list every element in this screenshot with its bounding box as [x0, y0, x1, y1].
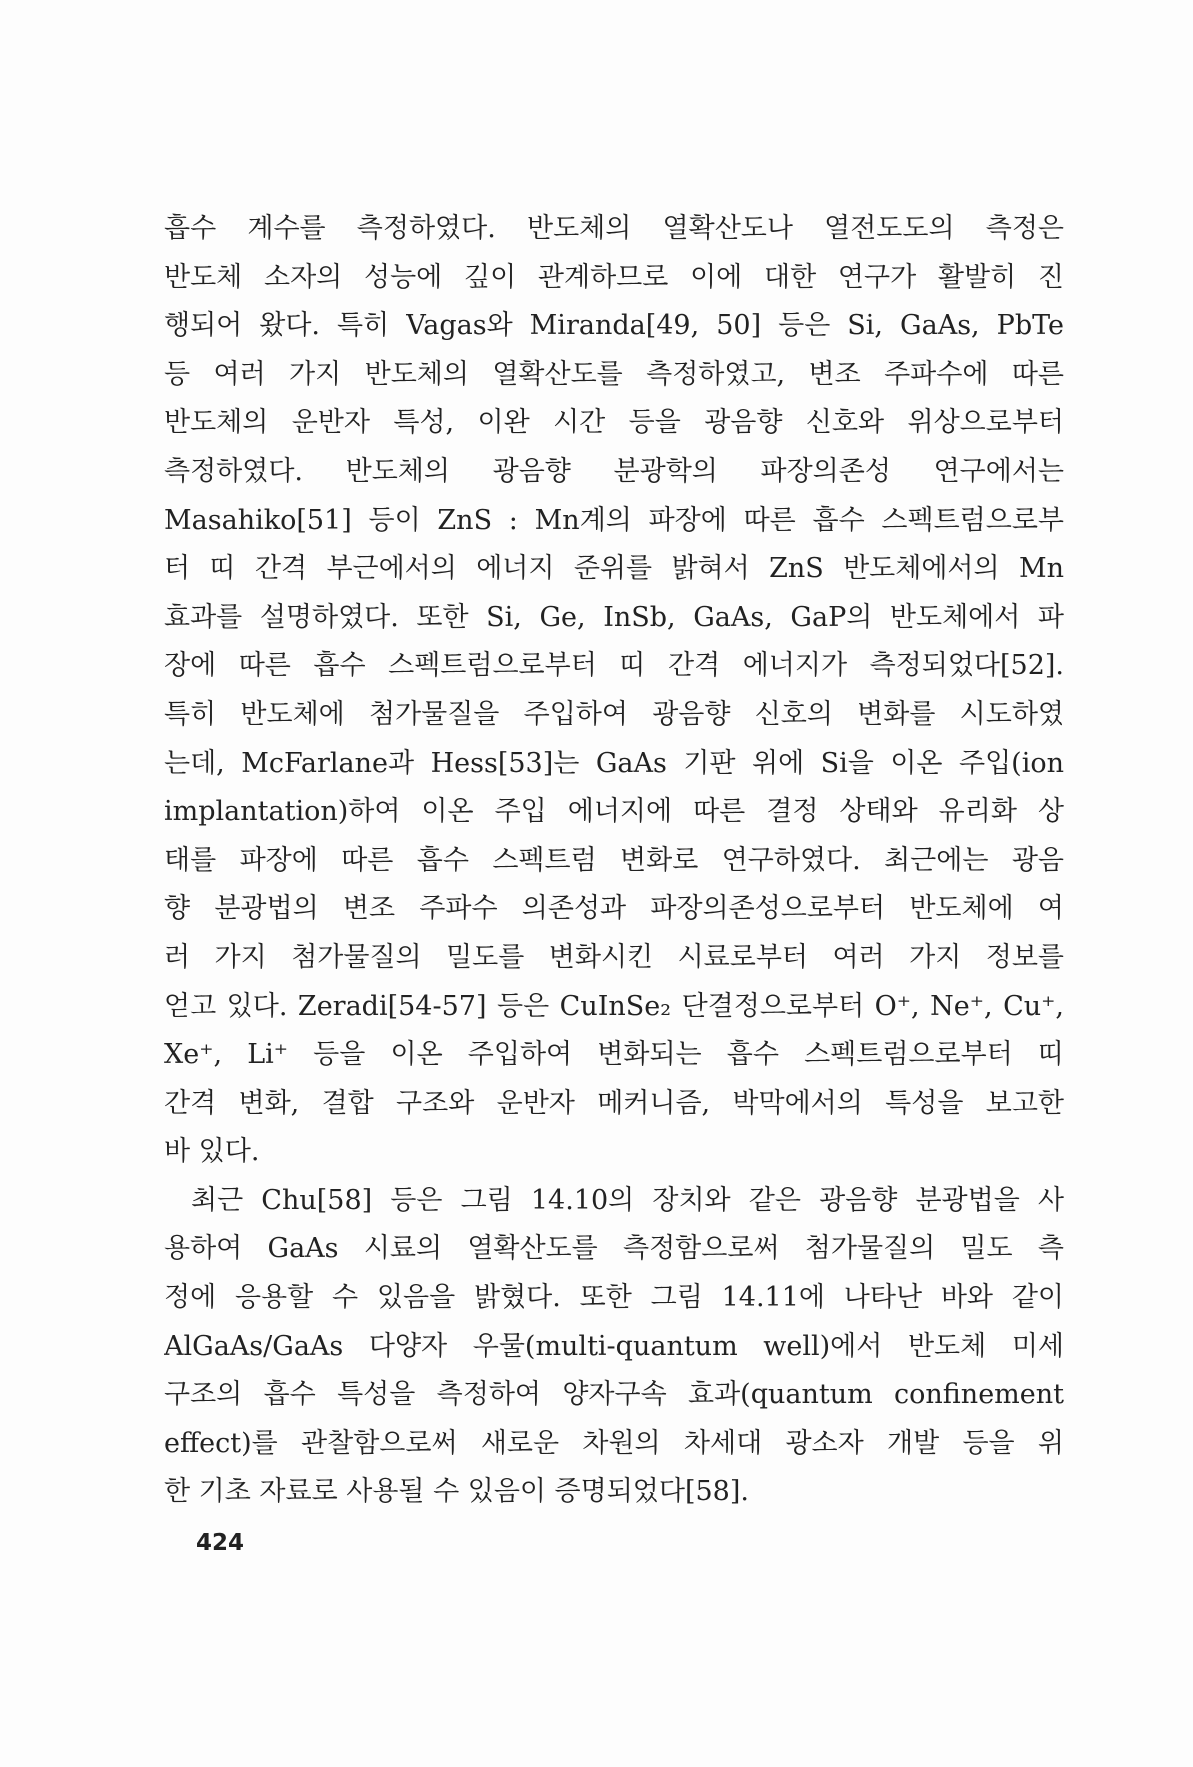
text-line: 흡수 계수를 측정하였다. 반도체의 열확산도나 열전도도의 측정은 [164, 213, 1064, 244]
text-line: 간격 변화, 결합 구조와 운반자 메커니즘, 박막에서의 특성을 보고한 [164, 1087, 1064, 1119]
paragraph-2 [164, 1177, 1064, 1517]
text-line: 바 있다. [164, 1136, 260, 1168]
text-line: 반도체의 운반자 특성, 이완 시간 등을 광음향 신호와 위상으로부터 [164, 407, 1064, 439]
text-line: 구조의 흡수 특성을 측정하여 양자구속 효과(quantum confinement [164, 1379, 1064, 1411]
text-line: 장에 따른 흡수 스펙트럼으로부터 띠 간격 에너지가 측정되었다[52]. [164, 650, 1064, 682]
page-number: 424 [196, 1530, 245, 1556]
text-line: 측정하였다. 반도체의 광음향 분광학의 파장의존성 연구에서는 [164, 455, 1064, 487]
text-line: 얻고 있다. Zeradi[54-57] 등은 CuInSe₂ 단결정으로부터 O⁺, Ne⁺, Cu⁺, [164, 990, 1064, 1022]
text-line: 효과를 설명하였다. 또한 Si, Ge, InSb, GaAs, GaP의 반도체에서 파 [164, 601, 1064, 633]
text-line: Xe⁺, Li⁺ 등을 이온 주입하여 변화되는 흡수 스펙트럼으로부터 띠 [164, 1039, 1064, 1071]
text-line: 러 가지 첨가물질의 밀도를 변화시킨 시료로부터 여러 가지 정보를 [164, 941, 1064, 973]
text-line: Masahiko[51] 등이 ZnS : Mn계의 파장에 따른 흡수 스펙트럼으로부 [164, 504, 1064, 536]
body-text [164, 205, 1064, 1517]
text-line: effect)를 관찰함으로써 새로운 차원의 차세대 광소자 개발 등을 위 [164, 1427, 1064, 1459]
text-line: implantation)하여 이온 주입 에너지에 따른 결정 상태와 유리화 상 [164, 796, 1064, 828]
text-line: 한 기초 자료로 사용될 수 있음이 증명되었다[58]. [164, 1476, 749, 1508]
text-line: 행되어 왔다. 특히 Vagas와 Miranda[49, 50] 등은 Si, GaAs, PbTe [164, 310, 1064, 342]
text-line: 등 여러 가지 반도체의 열확산도를 측정하였고, 변조 주파수에 따른 [164, 358, 1064, 390]
text-line: 용하여 GaAs 시료의 열확산도를 측정함으로써 첨가물질의 밀도 측 [164, 1233, 1064, 1265]
text-line: 특히 반도체에 첨가물질을 주입하여 광음향 신호의 변화를 시도하였 [164, 698, 1064, 730]
text-line: 태를 파장에 따른 흡수 스펙트럼 변화로 연구하였다. 최근에는 광음 [164, 844, 1064, 876]
text-line: 최근 Chu[58] 등은 그림 14.10의 장치와 같은 광음향 분광법을 사 [191, 1184, 1064, 1216]
text-line: 터 띠 간격 부근에서의 에너지 준위를 밝혀서 ZnS 반도체에서의 Mn [164, 553, 1064, 585]
text-line: AlGaAs/GaAs 다양자 우물(multi-quantum well)에서 반도체 미세 [164, 1330, 1064, 1362]
text-line: 정에 응용할 수 있음을 밝혔다. 또한 그림 14.11에 나타난 바와 같이 [164, 1282, 1064, 1314]
paragraph-1 [164, 205, 1064, 1177]
text-line: 는데, McFarlane과 Hess[53]는 GaAs 기판 위에 Si을 이온 주입(ion [164, 747, 1064, 779]
text-line: 향 분광법의 변조 주파수 의존성과 파장의존성으로부터 반도체에 여 [164, 893, 1064, 925]
text-line: 반도체 소자의 성능에 깊이 관계하므로 이에 대한 연구가 활발히 진 [164, 261, 1064, 293]
